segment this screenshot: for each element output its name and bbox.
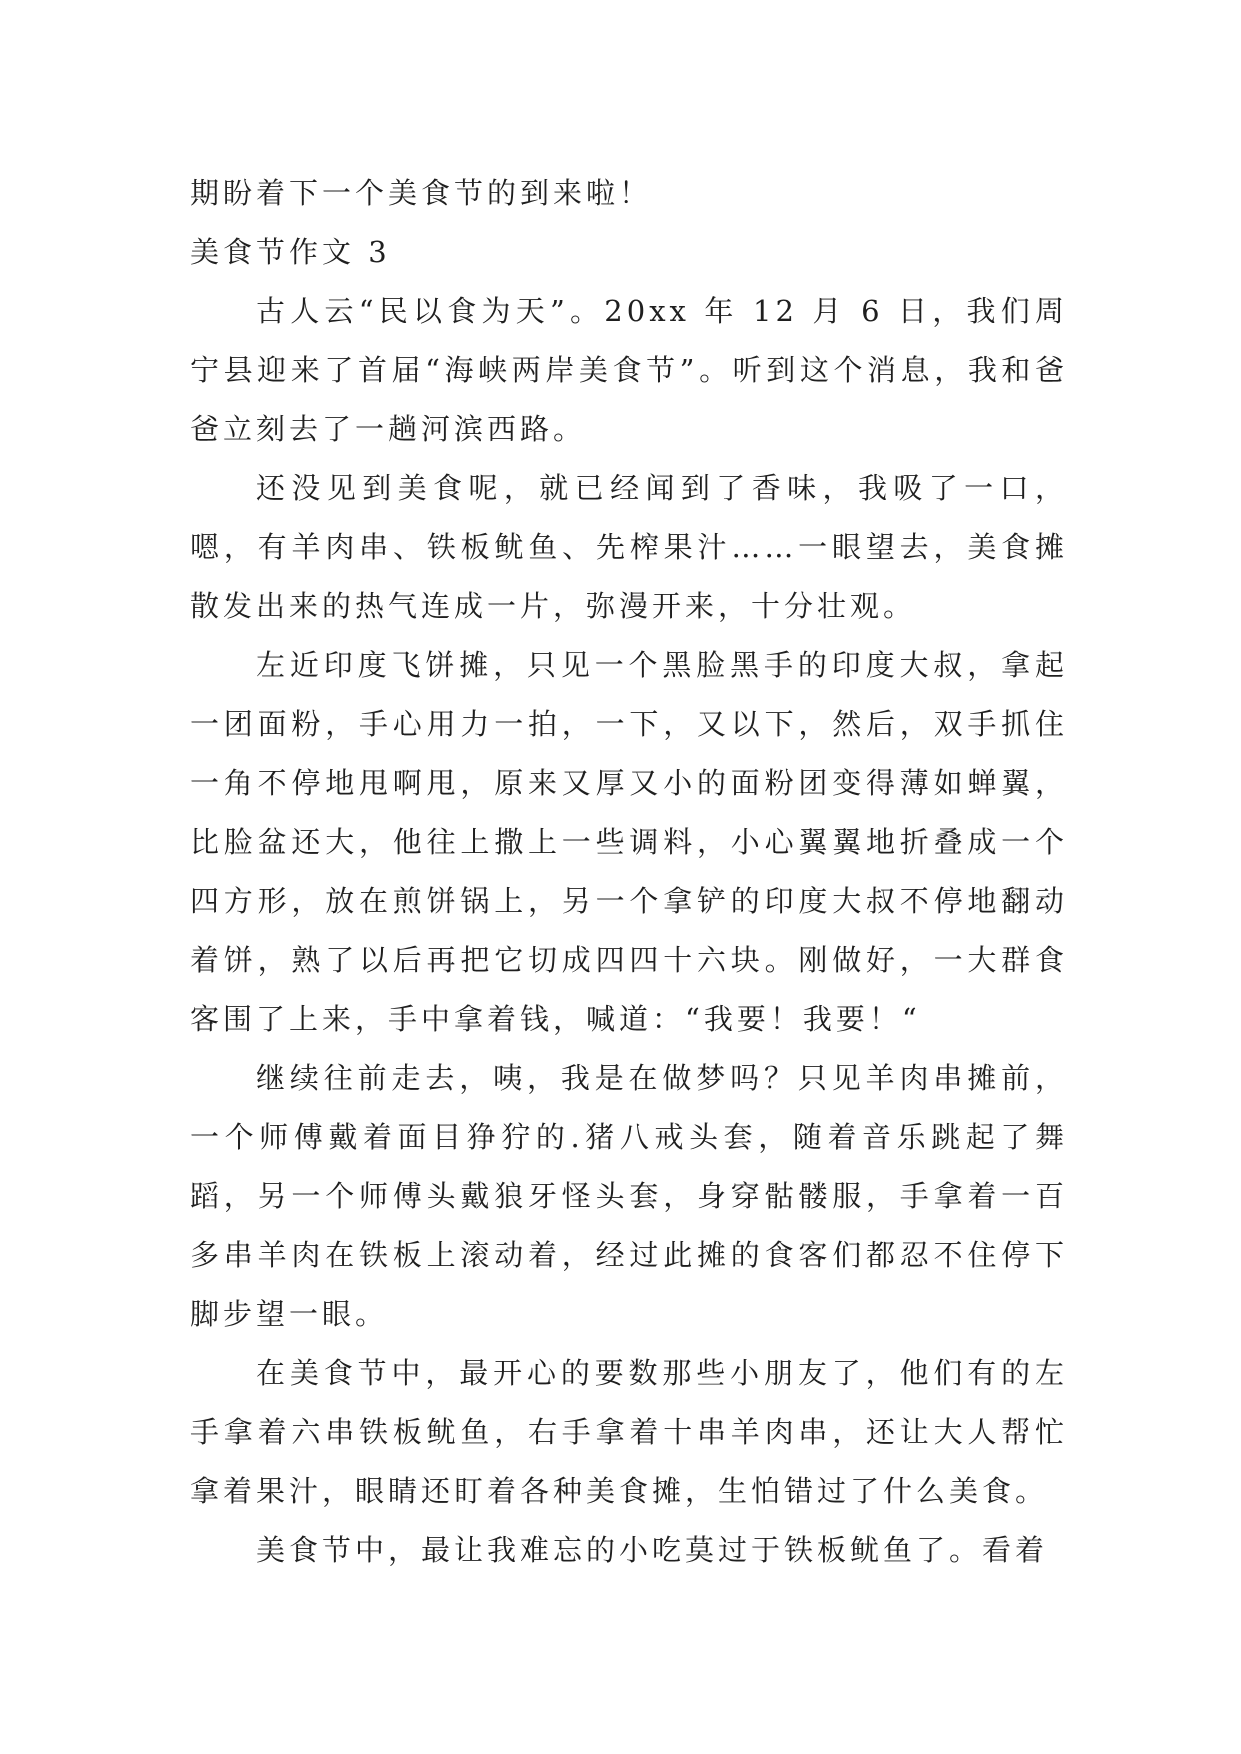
paragraph-3: 左近印度飞饼摊，只见一个黑脸黑手的印度大叔，拿起一团面粉，手心用力一拍，一下，又以下，然后，双手抓住一角不停地甩啊甩，原来又厚又小的面粉团变得薄如蝉翼，比脸盆还大，他往上撒上一些调料，小心翼翼地折叠成一个四方形，放在煎饼锅上，另一个拿铲的印度大叔不停地翻动着饼，熟了以后再把它切成四四十六块。刚做好，一大群食客围了上来，手中拿着钱，喊道：“我要！我要！“ xyxy=(190,648,1068,1036)
document-page xyxy=(190,164,1068,1580)
paragraph-5: 在美食节中，最开心的要数那些小朋友了，他们有的左手拿着六串铁板鱿鱼，右手拿着十串羊肉串，还让大人帮忙拿着果汁，眼睛还盯着各种美食摊，生怕错过了什么美食。 xyxy=(190,1356,1068,1508)
essay-heading: 美食节作文 3 xyxy=(190,235,391,269)
paragraph-1: 古人云“民以食为天”。20xx 年 12 月 6 日，我们周宁县迎来了首届“海峡两岸美食节”。听到这个消息，我和爸爸立刻去了一趟河滨西路。 xyxy=(190,294,1068,446)
paragraph-4: 继续往前走去，咦，我是在做梦吗？只见羊肉串摊前，一个师傅戴着面目狰狞的.猪八戒头套，随着音乐跳起了舞蹈，另一个师傅头戴狼牙怪头套，身穿骷髅服，手拿着一百多串羊肉在铁板上滚动着，经过此摊的食客们都忍不住停下脚步望一眼。 xyxy=(190,1061,1068,1331)
paragraph-2: 还没见到美食呢，就已经闻到了香味，我吸了一口，嗯，有羊肉串、铁板鱿鱼、先榨果汁……一眼望去，美食摊散发出来的热气连成一片，弥漫开来，十分壮观。 xyxy=(190,471,1068,623)
opening-line: 期盼着下一个美食节的到来啦！ xyxy=(190,176,653,210)
paragraph-6: 美食节中，最让我难忘的小吃莫过于铁板鱿鱼了。看着 xyxy=(256,1533,1049,1567)
